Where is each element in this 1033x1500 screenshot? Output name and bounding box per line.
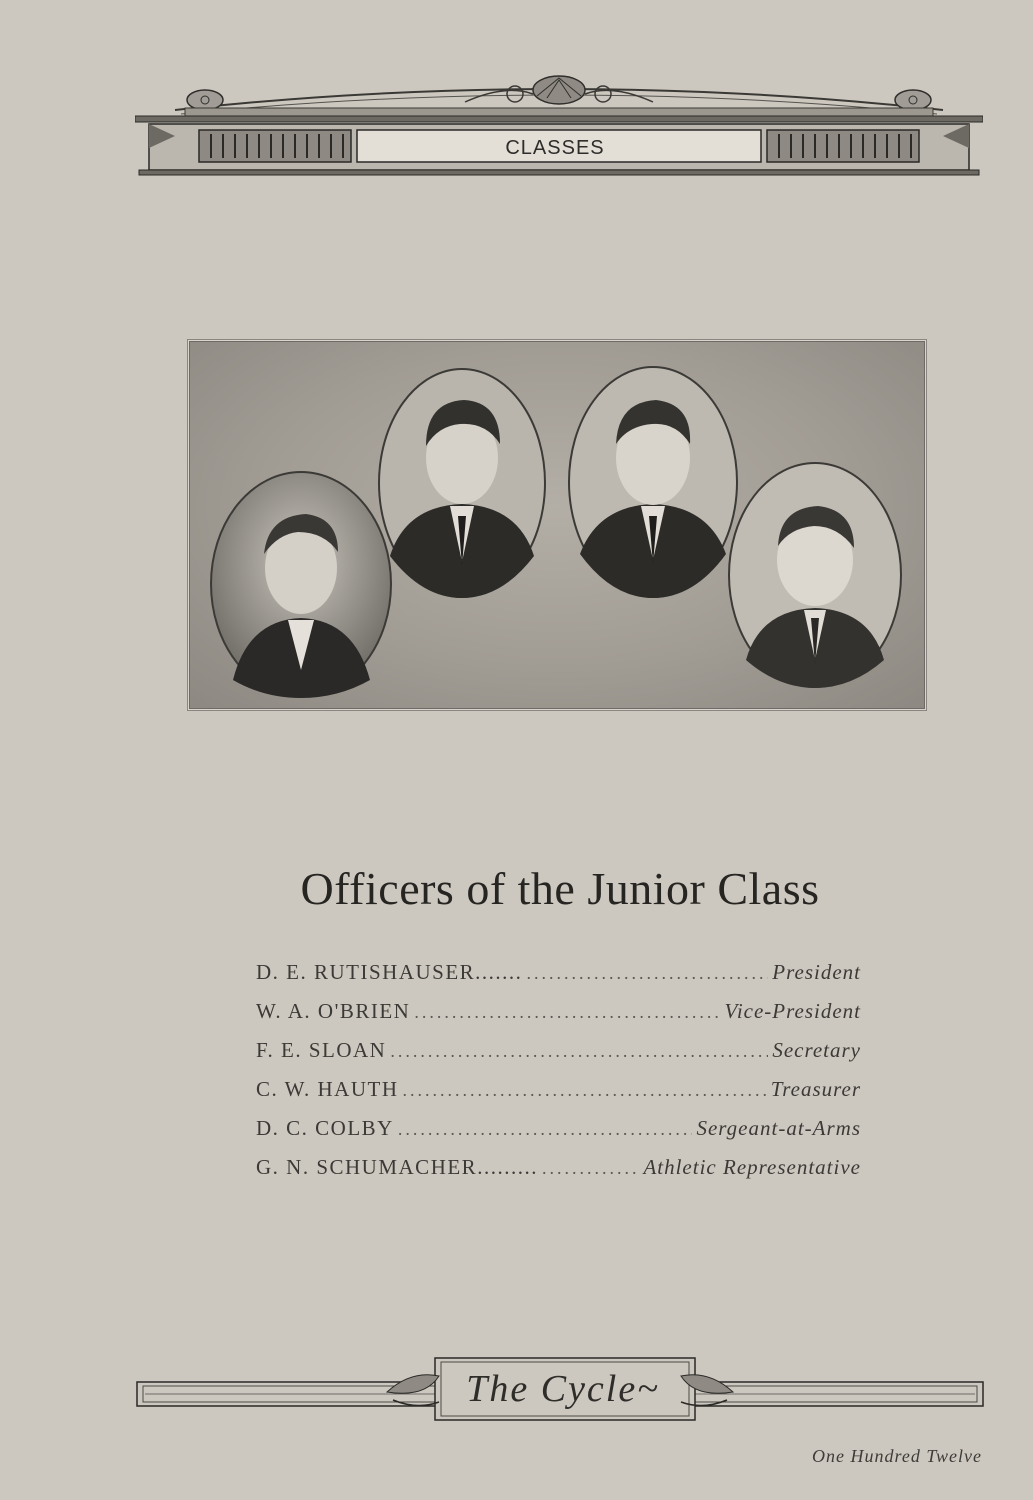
footer-ornament [135,1356,985,1422]
officer-role: President [772,960,861,984]
officer-name: F. E. SLOAN [256,1038,387,1062]
dot-leader [390,1041,768,1062]
officer-name: D. C. COLBY [256,1116,394,1140]
portrait-3 [566,364,740,600]
officer-role: Sergeant-at-Arms [696,1116,861,1140]
dot-leader [526,963,768,984]
leaf-ornament-left-icon [387,1375,439,1406]
yearbook-brand: The Cycle~ [466,1368,660,1410]
officer-row [256,1077,861,1116]
header-ornament [135,72,983,180]
officer-role: Athletic Representative [643,1155,861,1179]
officer-role: Secretary [772,1038,861,1062]
page-title: Officers of the Junior Class [300,863,820,914]
portrait-1 [208,470,394,698]
portrait-4 [726,460,904,690]
officer-row [256,960,861,999]
officer-name: D. E. RUTISHAUSER....... [256,960,523,984]
section-label: CLASSES [505,137,605,159]
officer-role: Vice-President [724,999,861,1023]
dot-leader [542,1158,639,1179]
dot-leader [414,1002,720,1023]
officer-name: C. W. HAUTH [256,1077,399,1101]
officer-row [256,1116,861,1155]
dot-leader [398,1119,693,1140]
officer-role: Treasurer [770,1077,861,1101]
dot-leader [403,1080,767,1101]
page-number: One Hundred Twelve [812,1446,982,1466]
officer-row [256,1038,861,1077]
scroll-right-icon [895,90,931,110]
officer-row [256,1155,861,1194]
scroll-left-icon [187,90,223,110]
officers-photo-panel [189,341,925,709]
portrait-2 [376,366,548,600]
officer-name: G. N. SCHUMACHER......... [256,1155,538,1179]
officer-name: W. A. O'BRIEN [256,999,411,1023]
officer-row [256,999,861,1038]
officers-list [256,960,861,1194]
